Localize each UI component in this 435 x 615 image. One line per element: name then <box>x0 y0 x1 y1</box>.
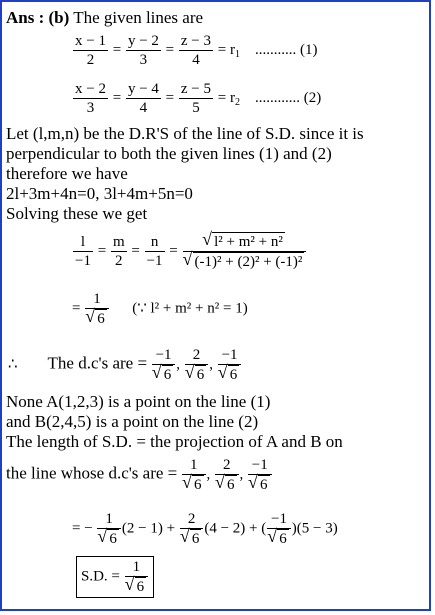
result-equation: = 1 √ 6 (∵ l² + m² + n² = 1) <box>72 290 248 328</box>
frac-num: z − 3 <box>180 33 211 49</box>
ratio-equation: $\frac{l}{-1}$ = $\frac{m}{2}$ = $\frac{n}{-1}$ = √ l² + m² + n² √ (-1)² + (2)² + (-1)² <box>72 232 307 271</box>
frac-num: y − 2 <box>127 33 159 49</box>
equation-tag: ............ (2) <box>254 89 322 106</box>
para-line-3: therefore we have <box>6 164 128 183</box>
dc-line: ∴ The d.c's are = −1 √ 6 , 2 √ 6 , −1 √ 6 <box>8 346 242 384</box>
projection-calc: = − 1 √ 6 (2 − 1) + 2 √ 6 (4 − 2) + ( −1 √ 6 )(5 − 3) <box>72 510 338 548</box>
line-equation-1: $\frac{x - 1}{2}$ = $\frac{y - 2}{3}$ = $\frac{z - 3}{4}$ = $r_1$ ........... (1) <box>75 33 318 68</box>
intro-text: The given lines are <box>69 8 204 27</box>
frac-den: 5 <box>192 100 200 116</box>
para2-line-3: The length of S.D. = the projection of A and B on <box>6 432 343 451</box>
equations: 2l+3m+4n=0, 3l+4m+5n=0 <box>6 184 193 203</box>
para-line-2: perpendicular to both the given lines (1) and (2) <box>6 144 332 163</box>
para2-line-2: and B(2,4,5) is a point on the line (2) <box>6 412 259 431</box>
frac-num: y − 4 <box>127 81 159 97</box>
answer-header <box>6 8 203 28</box>
line-equation-2: $\frac{x - 2}{3}$ = $\frac{y - 4}{4}$ = $\frac{z - 5}{5}$ = $r_2$ ............ (2) <box>75 81 322 116</box>
para2-line-1: None A(1,2,3) is a point on the line (1) <box>6 392 271 411</box>
frac-den: 3 <box>139 52 148 68</box>
equation-tag: ........... (1) <box>254 41 318 58</box>
frac-num: x − 1 <box>75 33 106 49</box>
answer-label: Ans : (b) <box>6 8 70 27</box>
frac-den: 4 <box>139 100 148 116</box>
rhs: = r <box>217 89 235 106</box>
frac-num: x − 2 <box>75 81 106 97</box>
frac-den: 3 <box>86 100 95 116</box>
dc2-line: the line whose d.c's are = 1 √ 6 , 2 √ 6 , −1 √ 6 <box>6 456 273 494</box>
frac-num: z − 5 <box>180 81 211 97</box>
result-note: (∵ l² + m² + n² = 1) <box>132 300 248 317</box>
frac-den: 2 <box>86 52 95 68</box>
rhs: = r <box>217 41 235 58</box>
frac-den: 4 <box>192 52 200 68</box>
sd-result-box: S.D. = 1 √ 6 <box>76 556 154 598</box>
para-line-1: Let (l,m,n) be the D.R'S of the line of S.D. since it is <box>6 124 364 143</box>
solving-text: Solving these we get <box>6 204 148 223</box>
